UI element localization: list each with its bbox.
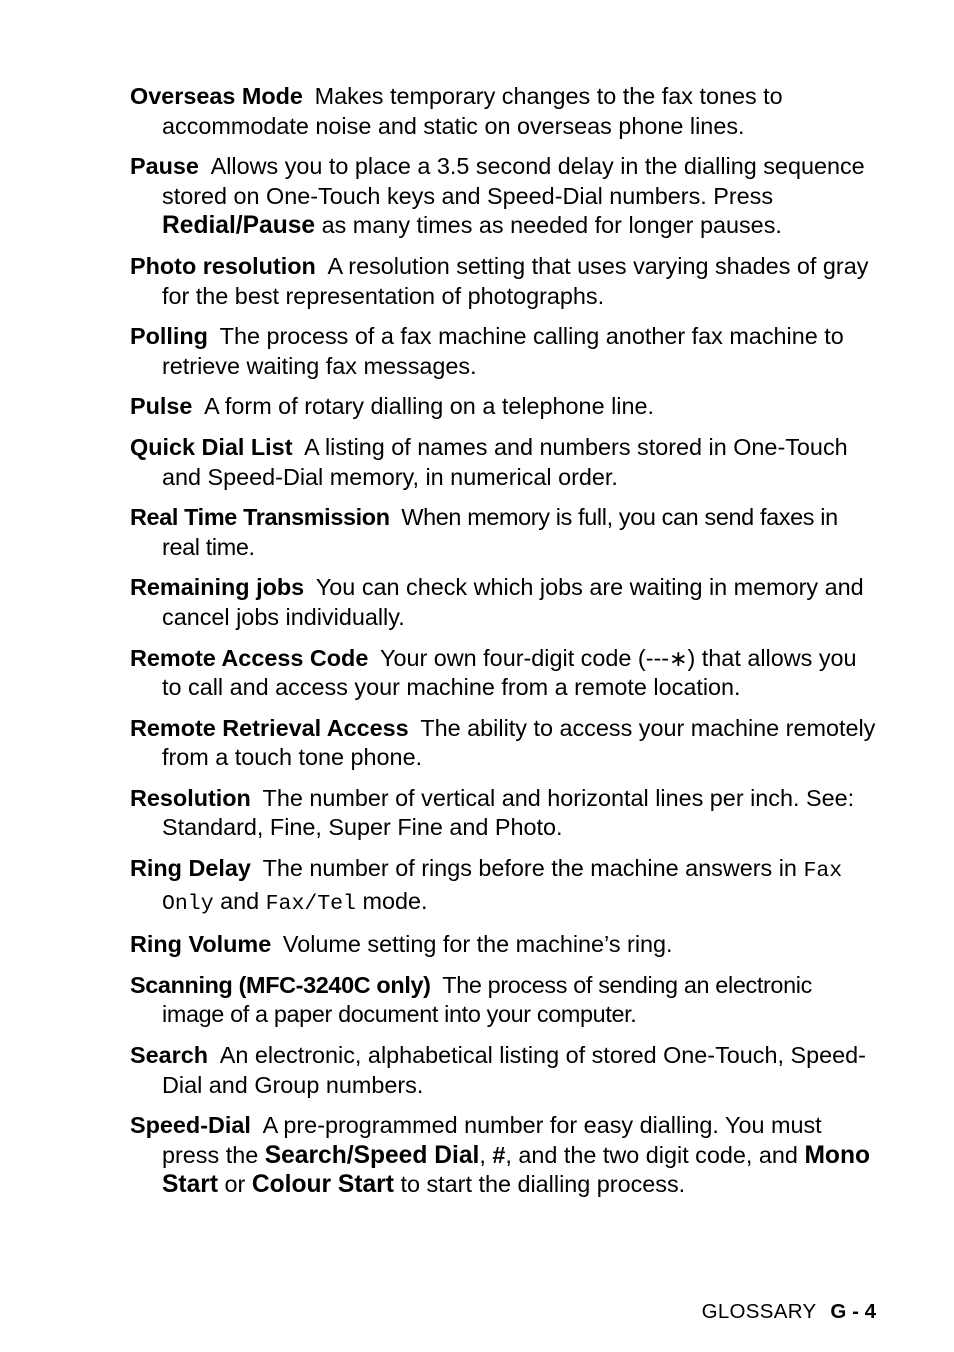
glossary-definition: Your own four-digit code (--- — [380, 644, 670, 671]
lcd-mode-name: Fax/Tel — [265, 891, 356, 916]
glossary-definition: or — [218, 1171, 252, 1198]
glossary-entry-remaining-jobs — [130, 573, 878, 632]
glossary-entry-real-time-transmission — [130, 503, 878, 562]
glossary-definition: mode. — [355, 887, 428, 914]
lcd-mode-name: Fax Only — [162, 859, 843, 916]
glossary-term: Quick Dial List — [130, 433, 293, 460]
glossary-definition: When memory is full, you can send faxes in real time. — [162, 504, 838, 560]
glossary-definition: You can check which jobs are waiting in memory and cancel jobs individually. — [162, 574, 864, 630]
glossary-entry-pause — [130, 152, 878, 241]
glossary-entry-overseas-mode — [130, 82, 878, 141]
glossary-term: Pause — [130, 153, 199, 180]
key-name: Mono Start — [162, 1141, 870, 1199]
glossary-term: Search — [130, 1042, 209, 1069]
glossary-definition: A resolution setting that uses varying shades of gray for the best representation of photographs. — [162, 252, 869, 309]
glossary-definition: A form of rotary dialling on a telephone line. — [204, 393, 654, 420]
glossary-entry-scanning — [130, 971, 878, 1030]
key-name: Search/Speed Dial — [264, 1141, 480, 1169]
footer-section-title: GLOSSARY — [701, 1300, 817, 1323]
glossary-definition: Makes temporary changes to the fax tones to accommodate noise and static on overseas phone lines. — [162, 83, 783, 139]
glossary-entry-resolution — [130, 784, 878, 843]
glossary-entry-polling — [130, 322, 878, 381]
glossary-term: Ring Delay — [130, 855, 251, 882]
glossary-entry-photo-resolution — [130, 252, 878, 311]
glossary-definition: , — [479, 1141, 493, 1168]
glossary-list — [130, 82, 878, 1211]
glossary-term: Pulse — [130, 393, 193, 420]
glossary-term: Remote Access Code — [130, 644, 369, 671]
glossary-term: Resolution — [130, 784, 251, 811]
page-number: G - 4 — [830, 1300, 876, 1323]
glossary-entry-ring-volume — [130, 930, 878, 960]
glossary-definition: Volume setting for the machine’s ring. — [282, 931, 673, 958]
glossary-entry-remote-retrieval-access — [130, 714, 878, 773]
glossary-term: Overseas Mode — [130, 83, 303, 109]
glossary-entry-quick-dial-list — [130, 433, 878, 492]
page-footer — [702, 1299, 876, 1325]
glossary-definition: as many times as needed for longer pauses. — [315, 212, 782, 239]
key-name: # — [492, 1141, 506, 1168]
glossary-definition: A listing of names and numbers stored in One-Touch and Speed-Dial memory, in numerical order. — [162, 433, 848, 490]
glossary-term: Photo resolution — [130, 252, 316, 279]
glossary-definition: , and the two digit code, and — [505, 1141, 805, 1168]
glossary-definition: An electronic, alphabetical listing of stored One-Touch, Speed-Dial and Group numbers. — [162, 1042, 866, 1098]
glossary-definition: The number of rings before the machine answers in — [262, 855, 804, 882]
glossary-definition: The process of sending an electronic image of a paper document into your computer. — [162, 971, 812, 1028]
glossary-term: Polling — [130, 323, 208, 350]
star-symbol: ∗ — [669, 645, 688, 671]
key-name: Redial/Pause — [162, 212, 316, 240]
glossary-term: Scanning (MFC-3240C only) — [130, 971, 431, 998]
glossary-term: Remote Retrieval Access — [130, 714, 409, 741]
glossary-entry-speed-dial — [130, 1111, 878, 1200]
glossary-term: Speed-Dial — [130, 1112, 251, 1139]
glossary-definition: The number of vertical and horizontal lines per inch. See: Standard, Fine, Super Fine and Photo. — [162, 784, 855, 841]
glossary-term: Remaining jobs — [130, 574, 305, 601]
glossary-term: Real Time Transmission — [130, 504, 390, 531]
glossary-entry-remote-access-code — [130, 644, 878, 703]
glossary-definition: A pre-programmed number for easy dialling. You must press the — [162, 1112, 822, 1168]
glossary-definition: The process of a fax machine calling another fax machine to retrieve waiting fax messages. — [162, 323, 844, 379]
glossary-definition: and — [213, 887, 266, 914]
glossary-definition: Allows you to place a 3.5 second delay in the dialling sequence stored on One-Touch keys and Speed-Dial numbers. Press — [162, 153, 865, 209]
key-name: Colour Start — [251, 1171, 394, 1199]
glossary-definition: The ability to access your machine remotely from a touch tone phone. — [162, 714, 876, 771]
glossary-entry-pulse — [130, 392, 878, 422]
glossary-definition: to start the dialling process. — [393, 1171, 686, 1198]
glossary-definition: ) that allows you to call and access your machine from a remote location. — [162, 644, 857, 701]
glossary-entry-search — [130, 1041, 878, 1100]
glossary-entry-ring-delay — [130, 854, 878, 919]
glossary-term: Ring Volume — [130, 931, 272, 958]
